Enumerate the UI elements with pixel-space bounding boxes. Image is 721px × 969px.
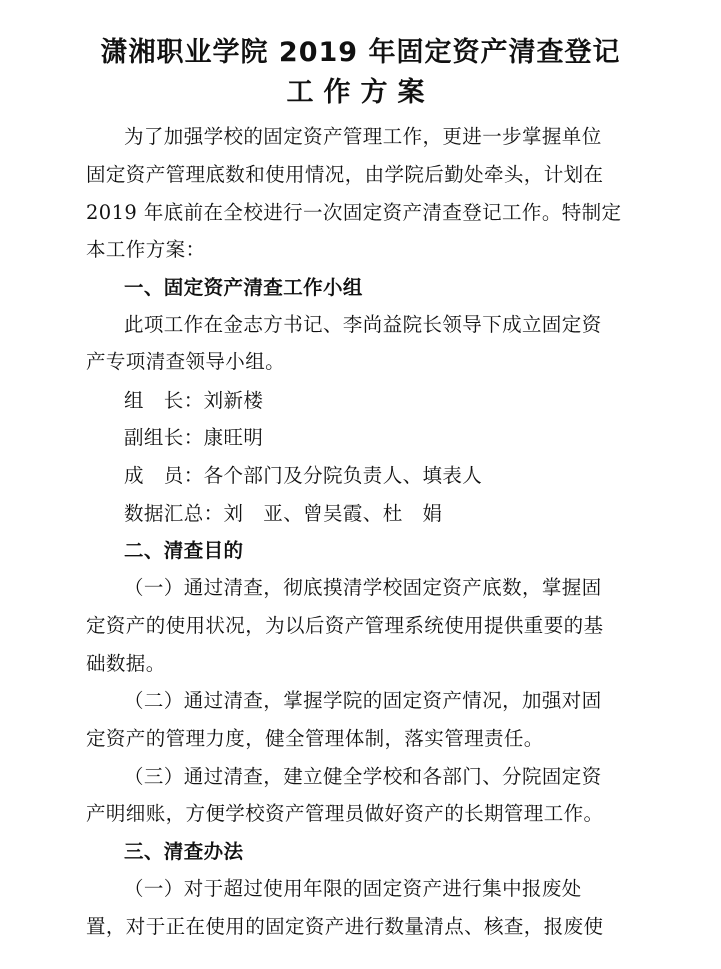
intro-line-2: 固定资产管理底数和使用情况，由学院后勤处牵头，计划在 (86, 163, 604, 186)
section-2-line-4: （二）通过清查，掌握学院的固定资产情况，加强对固 (124, 689, 602, 712)
section-1-line-2: 产专项清查领导小组。 (86, 350, 286, 373)
section-2-line-2: 定资产的使用状况，为以后资产管理系统使用提供重要的基 (86, 614, 604, 637)
section-2-line-1: （一）通过清查，彻底摸清学校固定资产底数，掌握固 (124, 576, 602, 599)
section-2-line-5: 定资产的管理力度，健全管理体制，落实管理责任。 (86, 727, 544, 750)
member-leader: 组 长：刘新楼 (124, 389, 264, 412)
section-3-heading: 三、清查办法 (124, 840, 244, 863)
document-title: 潇湘职业学院 2019 年固定资产清查登记 (100, 37, 621, 68)
section-3-line-1: （一）对于超过使用年限的固定资产进行集中报废处 (124, 877, 582, 900)
member-data: 数据汇总：刘 亚、曾吴霞、杜 娟 (124, 502, 443, 525)
section-2-heading: 二、清查目的 (124, 539, 244, 562)
section-2-line-7: 产明细账，方便学校资产管理员做好资产的长期管理工作。 (86, 802, 604, 825)
section-2-line-6: （三）通过清查，建立健全学校和各部门、分院固定资 (124, 765, 602, 788)
member-staff: 成 员：各个部门及分院负责人、填表人 (124, 464, 483, 487)
document-subtitle: 工作方案 (286, 77, 435, 108)
intro-line-3: 2019 年底前在全校进行一次固定资产清查登记工作。特制定 (86, 201, 622, 224)
intro-line-4: 本工作方案： (86, 238, 206, 261)
section-1-heading: 一、固定资产清查工作小组 (124, 276, 363, 299)
section-1-line-1: 此项工作在金志方书记、李尚益院长领导下成立固定资 (124, 313, 602, 336)
section-3-line-2: 置，对于正在使用的固定资产进行数量清点、核查，报废使 (86, 915, 604, 938)
member-deputy: 副组长：康旺明 (124, 426, 264, 449)
section-2-line-3: 础数据。 (86, 652, 166, 675)
intro-line-1: 为了加强学校的固定资产管理工作，更进一步掌握单位 (124, 125, 602, 148)
